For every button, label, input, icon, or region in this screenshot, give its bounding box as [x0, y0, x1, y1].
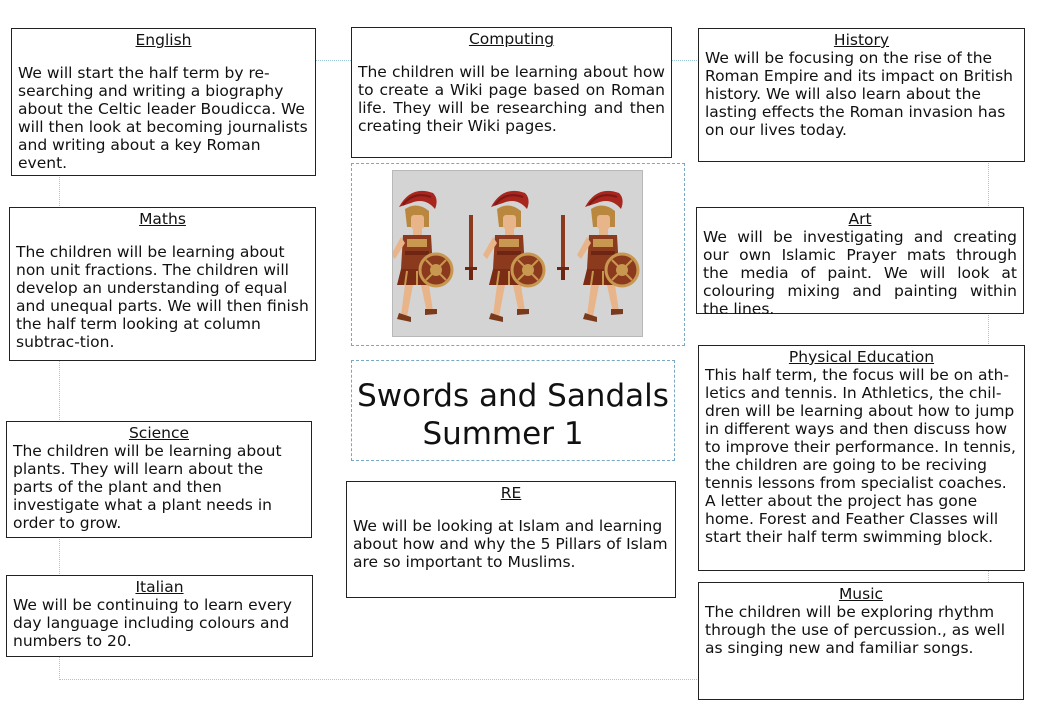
english-box [11, 28, 316, 176]
music-box [698, 582, 1024, 700]
re-heading: RE [500, 484, 522, 502]
computing-text: The children will be learning about how to create a Wiki page based on Roman life. They will be researching and then creating their Wiki pages. [358, 63, 665, 135]
science-box [6, 421, 312, 538]
history-heading: History [833, 31, 890, 49]
history-text: We will be focusing on the rise of the Roman Empire and its impact on British history. We will also learn about the lasting effects the Roman invasion has on our lives today. [705, 49, 1014, 139]
title-box [351, 360, 675, 461]
art-box [696, 207, 1024, 318]
pe-box [698, 345, 1025, 571]
pe-text: This half term, the focus will be on ath-letics and tennis. In Athletics, the chil-dren will be learning about how to jump in different ways and then discuss how to improve their performance. In tennis, the children are going to be reciving tennis lessons from specialist coaches. A letter about the project has gone home. Forest and Feather Classes will start their half term swimming block. [705, 366, 1016, 546]
roman-soldiers-illustration [392, 170, 643, 337]
italian-box [6, 575, 313, 657]
maths-text: The children will be learning about non unit fractions. The children will develop an understanding of equal and unequal parts. We will then finish the half term looking at column subtrac-tion. [16, 243, 309, 351]
music-text: The children will be exploring rhythm through the use of percussion., as well as singing new and familiar songs. [705, 603, 1006, 657]
art-text: We will be investigating and creating our own Islamic Prayer mats through the media of paint. We will look at colouring mixing and painting within the lines. [703, 228, 1017, 318]
art-heading: Art [848, 210, 872, 228]
page-subtitle: Summer 1 [422, 416, 584, 452]
re-box [346, 481, 676, 598]
pe-heading: Physical Education [788, 348, 935, 366]
roman-soldiers-icon [393, 171, 643, 337]
maths-heading: Maths [139, 210, 186, 228]
history-box [698, 28, 1025, 162]
science-text: The children will be learning about plants. They will learn about the parts of the plant and then investigate what a plant needs in order to grow. [13, 442, 282, 532]
re-text: We will be looking at Islam and learning about how and why the 5 Pillars of Islam are so important to Muslims. [353, 517, 668, 571]
science-heading: Science [128, 424, 190, 442]
page-title: Swords and Sandals [357, 378, 669, 414]
english-heading: English [135, 31, 192, 49]
music-heading: Music [838, 585, 884, 603]
italian-text: We will be continuing to learn every day language including colours and numbers to 20. [13, 596, 292, 650]
maths-box [9, 207, 316, 361]
computing-box [351, 27, 672, 158]
italian-heading: Italian [135, 578, 184, 596]
english-text: We will start the half term by re-searching and writing a biography about the Celtic leader Boudicca. We will then look at becoming journalists and writing about a key Roman event. [18, 64, 308, 172]
computing-heading: Computing [468, 30, 555, 48]
